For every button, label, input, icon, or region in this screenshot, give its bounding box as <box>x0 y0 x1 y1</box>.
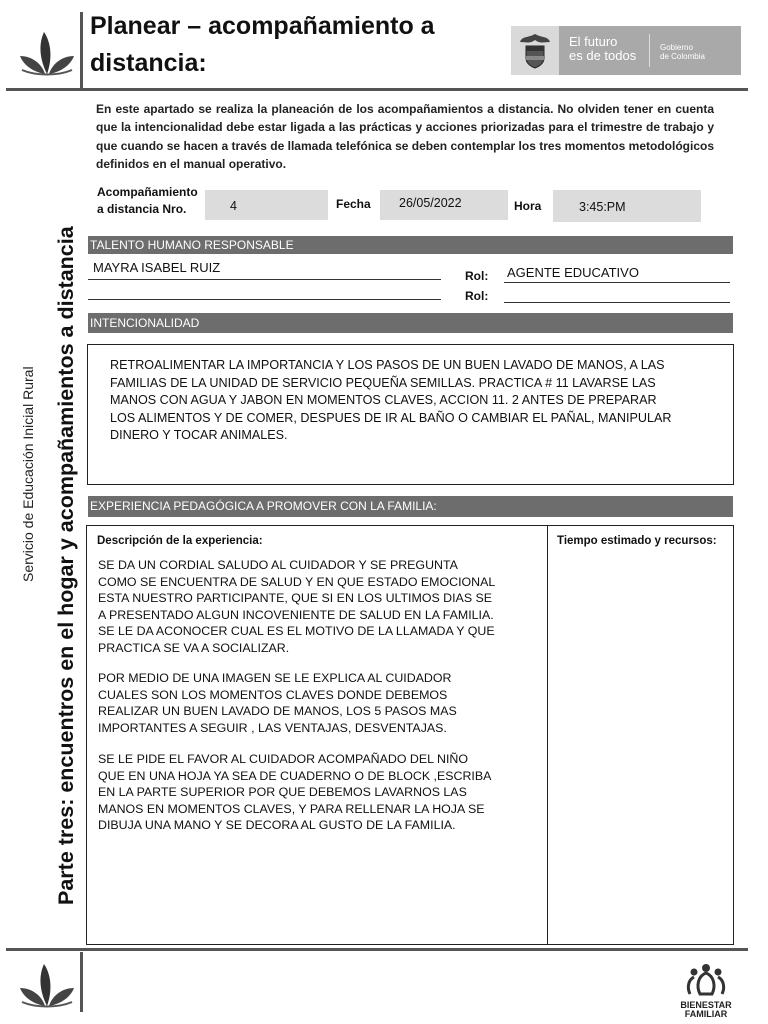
experiencia-section-header: EXPERIENCIA PEDAGÓGICA A PROMOVER CON LA FAMILIA: <box>88 496 733 517</box>
hora-label: Hora <box>514 199 542 213</box>
rol-field-1[interactable]: AGENTE EDUCATIVO <box>504 265 730 283</box>
acompanamiento-number-field[interactable]: 4 <box>205 190 328 220</box>
page-title: Planear – acompañamiento a distancia: <box>90 12 435 77</box>
bienestar-family-icon <box>684 962 728 996</box>
fecha-label: Fecha <box>336 197 371 211</box>
descripcion-label: Descripción de la experiencia: <box>97 535 263 547</box>
tiempo-recursos-area[interactable] <box>549 552 733 942</box>
tiempo-label: Tiempo estimado y recursos: <box>557 535 717 547</box>
footer-divider <box>6 948 748 951</box>
hora-field[interactable]: 3:45:PM <box>553 190 701 222</box>
colombia-seal-icon <box>511 26 559 75</box>
fecha-field[interactable]: 26/05/2022 <box>380 190 508 220</box>
intro-paragraph: En este apartado se realiza la planeación de los acompañamientos a distancia. No olviden tener en cuenta que la intencionalidad debe estar ligada a las prácticas y acciones priorizadas para el trimestre de trabajo y que cuando se hacen a través de llamada telefónica se deben contemplar los tres momentos metodológicos definidos en el manual operativo. <box>96 102 714 172</box>
experiencia-column-divider <box>547 526 548 944</box>
left-frame-line-lower <box>80 952 83 1012</box>
part-side-title: Parte tres: encuentros en el hogar y acompañamientos a distancia <box>54 226 78 905</box>
intencionalidad-section-header: INTENCIONALIDAD <box>88 313 733 333</box>
futuro-logo-text: El futuro es de todos <box>569 34 637 63</box>
acompanamiento-label: Acompañamiento a distancia Nro. <box>97 185 198 216</box>
bienestar-text: BIENESTAR FAMILIAR <box>680 1000 732 1019</box>
person-name-field-2[interactable] <box>88 282 441 300</box>
descripcion-paragraph-1: SE DA UN CORDIAL SALUDO AL CUIDADOR Y SE PREGUNTA COMO SE ENCUENTRA DE SALUD Y EN QUE ESTADO EMOCIONAL ESTA NUESTRO PARTICIPANTE, QUE SI EN LOS ULTIMOS DIAS SE A PRESENTADO ALGUN INCOVENIENTE DE SALUD EN LA FAMILIA. SE LE DA ACONOCER CUAL ES EL MOTIVO DE LA LLAMADA Y QUE PRACTICA SE VA A SOCIALIZAR. <box>98 558 496 655</box>
left-frame-line <box>80 12 83 88</box>
descripcion-paragraph-3: SE LE PIDE EL FAVOR AL CUIDADOR ACOMPAÑADO DEL NIÑO QUE EN UNA HOJA YA SEA DE CUADERNO O DE BLOCK ,ESCRIBA EN LA PARTE SUPERIOR POR QUE DEBEMOS LAVARNOS LAS MANOS EN MOMENTOS CLAVES, Y PARA RELLENAR LA HOJA SE DIBUJA UNA MANO Y SE DECORA AL GUSTO DE LA FAMILIA. <box>98 752 492 832</box>
bienestar-familiar-logo <box>676 962 736 1019</box>
rol-field-2[interactable] <box>504 285 730 303</box>
gobierno-logo-text: Gobierno de Colombia <box>660 43 705 61</box>
person-name-field-1[interactable]: MAYRA ISABEL RUIZ <box>88 260 441 280</box>
gobierno-logo <box>511 26 741 75</box>
intencionalidad-box[interactable] <box>87 344 734 485</box>
leaf-logo-bottom-icon <box>18 962 76 1013</box>
intencionalidad-text: RETROALIMENTAR LA IMPORTANCIA Y LOS PASOS DE UN BUEN LAVADO DE MANOS, A LAS FAMILIAS DE LA UNIDAD DE SERVICIO PEQUEÑA SEMILLAS. PRACTICA # 11 LAVARSE LAS MANOS CON AGUA Y JABON EN MOMENTOS CLAVES, ACCION 11. 2 ANTES DE PREPARAR LOS ALIMENTOS Y DE COMER, DESPUES DE IR AL BAÑO O CAMBIAR EL PAÑAL, MANIPULAR DINERO Y TOCAR ANIMALES. <box>110 358 672 442</box>
leaf-logo-top-icon <box>18 30 76 81</box>
rol-label-2: Rol: <box>465 289 489 303</box>
header-divider <box>6 88 748 91</box>
service-side-label: Servicio de Educación Inicial Rural <box>20 366 36 582</box>
experiencia-table <box>86 525 734 945</box>
descripcion-paragraph-2: POR MEDIO DE UNA IMAGEN SE LE EXPLICA AL CUIDADOR CUALES SON LOS MOMENTOS CLAVES DONDE DEBEMOS REALIZAR UN BUEN LAVADO DE MANOS, LOS 5 PASOS MAS IMPORTANTES A SEGUIR , LAS VENTAJAS, DESVENTAJAS. <box>98 671 457 735</box>
talento-section-header: TALENTO HUMANO RESPONSABLE <box>88 236 733 254</box>
rol-label-1: Rol: <box>465 269 489 283</box>
